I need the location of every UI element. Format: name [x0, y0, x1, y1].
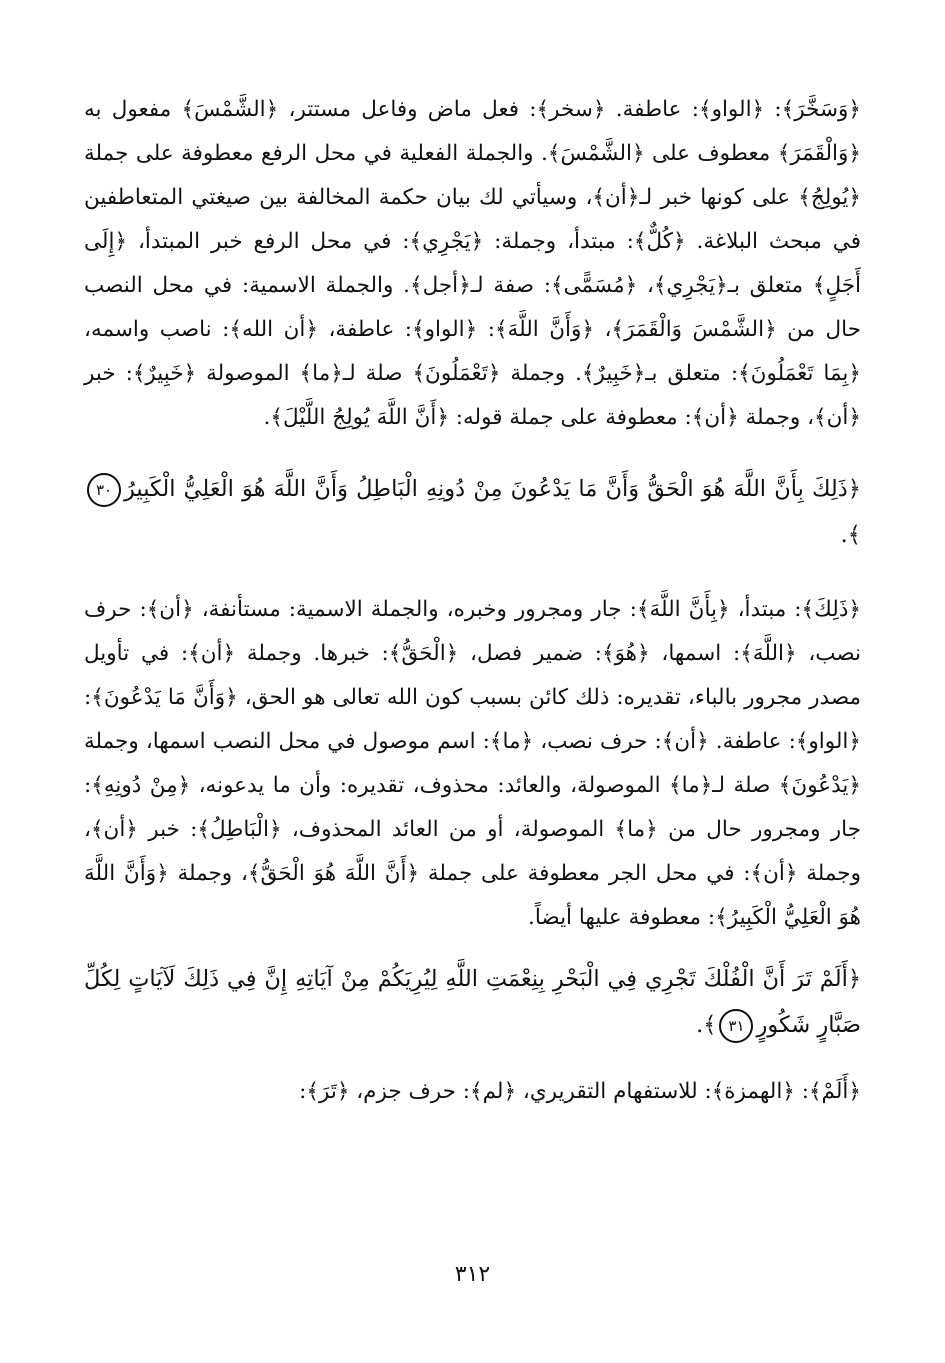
quran-verse-30 [84, 466, 861, 558]
page-number: ٣١٢ [454, 1262, 491, 1287]
commentary-paragraph-1: ﴿وَسَخَّرَ﴾: ﴿الواو﴾: عاطفة. ﴿سخر﴾: فعل ماض وفاعل مستتر، ﴿الشَّمْسَ﴾ مفعول به ﴿وَالْقَمَرَ﴾ معطوف على ﴿الشَّمْسَ﴾. والجملة الفعلية في محل الرفع معطوفة على جملة ﴿يُولِجُ﴾ على كونها خبر لـ﴿أن﴾، وسيأتي لك بيان حكمة المخالفة بين صيغتي المتعاطفين في مبحث البلاغة. ﴿كُلٌّ﴾: مبتدأ، وجملة: ﴿يَجْرِي﴾: في محل الرفع خبر المبتدأ، ﴿إِلَى أَجَلٍ﴾ متعلق بـ﴿يَجْرِي﴾، ﴿مُسَمًّى﴾: صفة لـ﴿أجل﴾. والجملة الاسمية: في محل النصب حال من ﴿الشَّمْسَ وَالْقَمَرَ﴾، ﴿وَأَنَّ اللَّهَ﴾: ﴿الواو﴾: عاطفة، ﴿أن الله﴾: ناصب واسمه، ﴿بِمَا تَعْمَلُونَ﴾: متعلق بـ﴿خَبِيرٌ﴾. وجملة ﴿تَعْمَلُونَ﴾ صلة لـ﴿ما﴾ الموصولة ﴿خَبِيرٌ﴾: خبر ﴿أن﴾، وجملة ﴿أن﴾: معطوفة على جملة قوله: ﴿أَنَّ اللَّهَ يُولِجُ اللَّيْلَ﴾. [84, 97, 861, 430]
verse-31-close: ﴾. [696, 1012, 717, 1038]
verse-30-text: ﴿ذَلِكَ بِأَنَّ اللَّهَ هُوَ الْحَقُّ وَأَنَّ مَا يَدْعُونَ مِنْ دُونِهِ الْبَاطِلُ وَأَنَّ اللَّهَ هُوَ الْعَلِيُّ الْكَبِيرُ [124, 476, 861, 502]
verse-31-text: ﴿أَلَمْ تَرَ أَنَّ الْفُلْكَ تَجْرِي فِي الْبَحْرِ بِنِعْمَتِ اللَّهِ لِيُرِيَكُمْ مِنْ آيَاتِهِ إِنَّ فِي ذَلِكَ لَآيَاتٍ لِكُلِّ صَبَّارٍ شَكُورٍ [84, 966, 861, 1038]
quran-verse-31 [84, 956, 861, 1048]
ayah-number-30: ٣٠ [87, 473, 121, 507]
commentary-paragraph-2: ﴿ذَلِكَ﴾: مبتدأ، ﴿بِأَنَّ اللَّهَ﴾: جار ومجرور وخبره، والجملة الاسمية: مستأنفة، ﴿أن﴾: حرف نصب، ﴿اللَّهَ﴾: اسمها، ﴿هُوَ﴾: ضمير فصل، ﴿الْحَقُّ﴾: خبرها. وجملة ﴿أن﴾: في تأويل مصدر مجرور بالباء، تقديره: ذلك كائن بسبب كون الله تعالى هو الحق، ﴿وَأَنَّ مَا يَدْعُونَ﴾: ﴿الواو﴾: عاطفة. ﴿أن﴾: حرف نصب، ﴿ما﴾: اسم موصول في محل النصب اسمها، وجملة ﴿يَدْعُونَ﴾ صلة لـ﴿ما﴾ الموصولة، والعائد: محذوف، تقديره: وأن ما يدعونه، ﴿مِنْ دُونِهِ﴾: جار ومجرور حال من ﴿ما﴾ الموصولة، أو من العائد المحذوف، ﴿الْبَاطِلُ﴾: خبر ﴿أن﴾، وجملة ﴿أن﴾: في محل الجر معطوفة على جملة ﴿أَنَّ اللَّهَ هُوَ الْحَقُّ﴾، وجملة ﴿وَأَنَّ اللَّهَ هُوَ الْعَلِيُّ الْكَبِيرُ﴾: معطوفة عليها أيضاً. [84, 597, 861, 930]
verse-30-close: ﴾. [840, 522, 861, 548]
ayah-number-31: ٣١ [719, 1009, 753, 1043]
commentary-paragraph-3: ﴿أَلَمْ﴾: ﴿الهمزة﴾: للاستفهام التقريري، ﴿لم﴾: حرف جزم، ﴿تَرَ﴾: [299, 1079, 861, 1104]
